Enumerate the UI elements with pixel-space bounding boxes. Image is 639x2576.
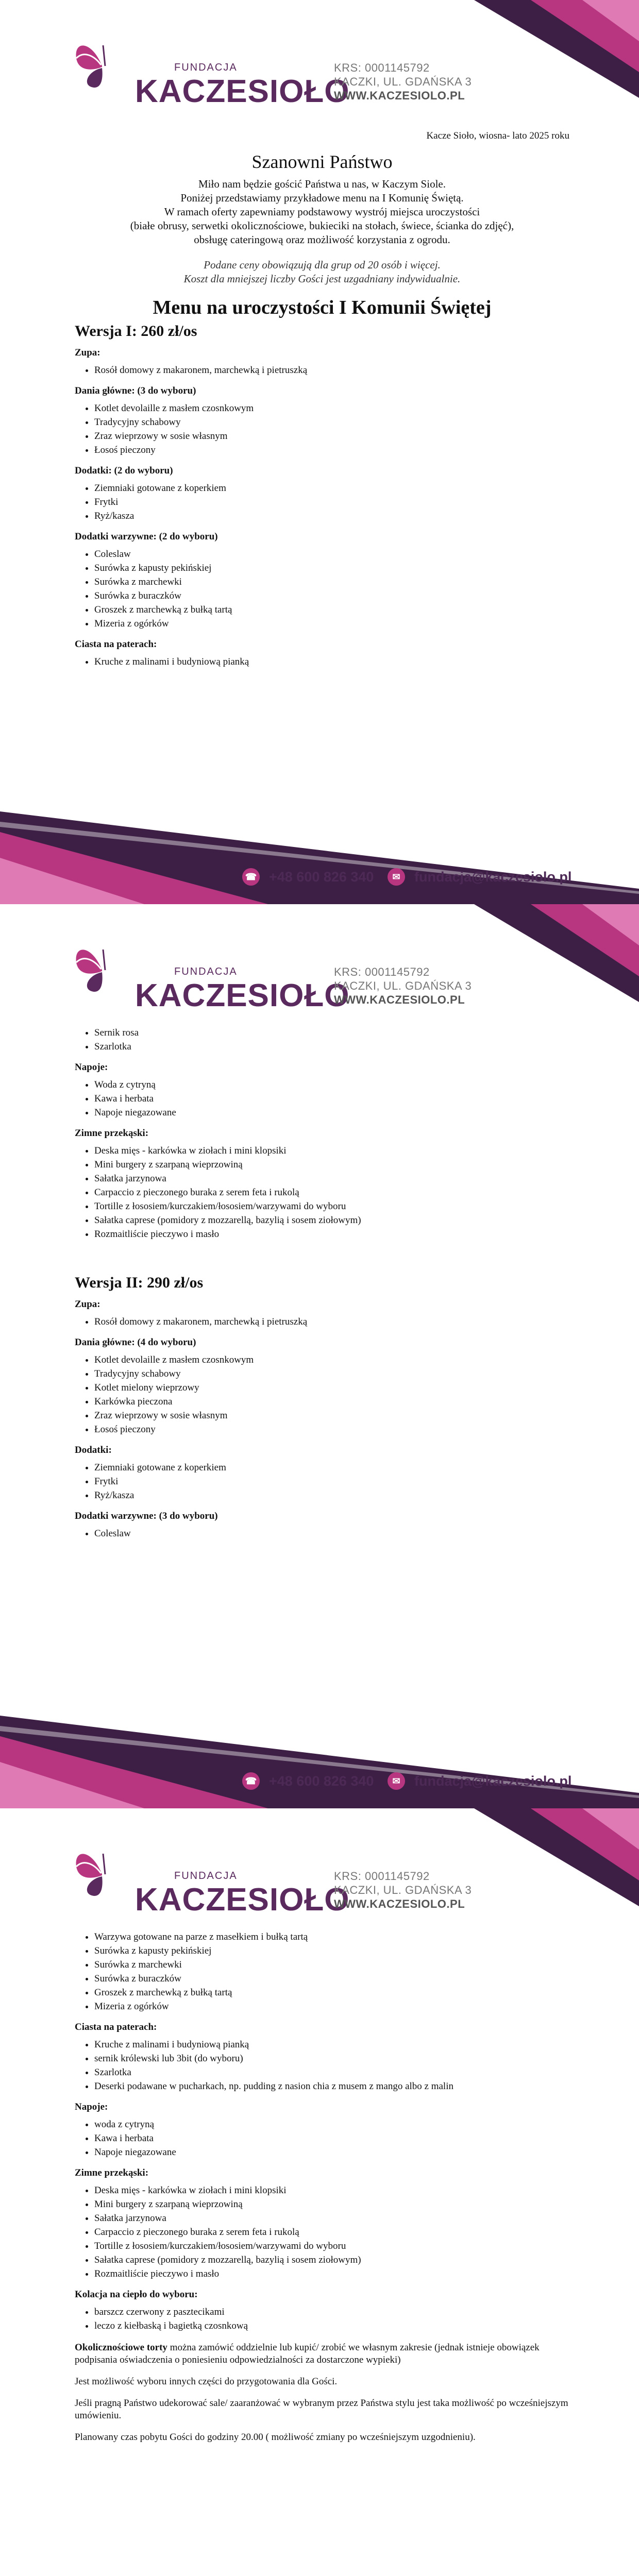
list-item: • Surówka z marchewki [94,576,569,588]
logo-small-text: FUNDACJA [174,62,238,73]
list-item: • Ziemniaki gotowane z koperkiem [94,1462,569,1474]
section-title: Dania główne: (4 do wyboru) [75,1337,196,1348]
text-line: Koszt dla mniejszej liczby Gości jest uzgadniany indywidualnie. [183,273,461,285]
list-item: • Rozmaitliście pieczywo i masło [94,2268,569,2280]
list-item: • Sernik rosa [94,1027,569,1039]
version-2-title: Wersja II: 290 zł/os [75,1274,204,1291]
section-list [94,1462,569,1502]
list-item: • Surówka z marchewki [94,1959,569,1971]
list-item: • Sałatka caprese (pomidory z mozzarellą, bazylią i sosem ziołowym) [94,1214,569,1227]
logo-big-text: KACZESIOŁO [135,74,350,109]
version-1-title: Wersja I: 260 zł/os [75,323,197,340]
list-item: • barszcz czerwony z pasztecikami [94,2306,569,2318]
section-title: Zupa: [75,347,100,358]
section-list [94,548,569,630]
list-item: • Sałatka jarzynowa [94,1173,569,1185]
list-item: • Łosoś pieczony [94,1423,569,1436]
greeting-heading: Szanowni Państwo [251,151,393,172]
list-item: • Mini burgery z szarpaną wieprzowiną [94,1159,569,1171]
text-line: obsługę cateringową oraz możliwość korzystania z ogrodu. [194,233,450,246]
footer-phone[interactable] [242,1772,374,1790]
logo-big-text: KACZESIOŁO [135,978,350,1013]
foundation-logo [71,1838,350,1918]
list-item: • Kotlet devolaille z masłem czosnkowym [94,402,569,415]
document-page-1 [0,0,639,904]
text-line: Miło nam będzie gościć Państwa u nas, w Kaczym Siole. [198,178,446,190]
list-item: • Ryż/kasza [94,510,569,522]
page-footer [0,791,639,904]
organization-info [334,61,472,103]
section-list [94,402,569,456]
footer-email[interactable] [388,868,571,886]
email-address: fundacja@kaczesiolo.pl [414,869,572,885]
list-item: • Surówka z buraczków [94,590,569,602]
text-line: Poniżej przedstawiamy przykładowe menu na I Komunię Świętą. [180,192,464,204]
krs-number: KRS: 0001145792 [334,965,430,978]
phone-number: +48 600 826 340 [269,869,374,885]
page-header [0,0,639,113]
section-list [94,2119,569,2159]
list-item: • Kawa i herbata [94,2132,569,2145]
list-item: • Coleslaw [94,548,569,561]
cakes-info-bold: Okolicznościowe torty [75,2342,167,2353]
organization-info [334,965,472,1007]
logo-small-text: FUNDACJA [174,1870,238,1882]
section-title: Dodatki: [75,1445,112,1455]
header-corner-decoration [453,0,639,113]
header-corner-decoration [453,1808,639,1922]
section-list [94,482,569,522]
krs-number: KRS: 0001145792 [334,61,430,74]
list-item: • Sałatka caprese (pomidory z mozzarellą, bazylią i sosem ziołowym) [94,2254,569,2266]
section-list [94,656,569,668]
butterfly-icon [71,934,138,1001]
section-list [94,364,569,377]
version-1-sections-continued [75,1061,569,1241]
list-item: • Łosoś pieczony [94,444,569,456]
list-item: • Tortille z łososiem/kurczakiem/łososiem/warzywami do wyboru [94,2240,569,2252]
list-item: • Kruche z malinami i budyniową pianką [94,656,569,668]
list-item: • Tortille z łososiem/kurczakiem/łososiem/warzywami do wyboru [94,1200,569,1213]
section-title: Napoje: [75,1062,108,1073]
list-item: • Kawa i herbata [94,1093,569,1105]
org-address: KACZKI, UL. GDAŃSKA 3 [334,979,472,992]
section-list [94,1528,569,1540]
list-item: • Surówka z buraczków [94,1973,569,1985]
logo-big-text: KACZESIOŁO [135,1882,350,1918]
footer-phone[interactable] [242,868,374,886]
intro-paragraph [75,177,569,247]
document-page-2 [0,904,639,1808]
organization-info [334,1869,472,1911]
page-header [0,904,639,1018]
cakes-info-paragraph [75,2342,569,2366]
phone-number: +48 600 826 340 [269,1773,374,1789]
list-item: • Rosół domowy z makaronem, marchewką i pietruszką [94,364,569,377]
list-item: • Carpaccio z pieczonego buraka z serem feta i rukolą [94,2226,569,2239]
list-item: • Deska mięs - karkówka w ziołach i mini klopsiki [94,1145,569,1157]
list-item: • woda z cytryną [94,2119,569,2131]
list-item: • Sałatka jarzynowa [94,2212,569,2225]
other-options-paragraph: Jest możliwość wyboru innych części do przygotowania dla Gości. [75,2376,338,2387]
list-item: • Zraz wieprzowy w sosie własnym [94,1410,569,1422]
list-item: • Rozmaitliście pieczywo i masło [94,1228,569,1241]
list-item: • Mizeria z ogórków [94,618,569,630]
text-line: W ramach oferty zapewniamy podstawowy wystrój miejsca uroczystości [164,206,480,218]
list-item: • Szarlotka [94,1041,569,1053]
section-title: Zimne przekąski: [75,2167,149,2178]
section-title: Kolacja na ciepło do wyboru: [75,2289,198,2300]
list-item: • Surówka z kapusty pekińskiej [94,1945,569,1957]
list-item: • Napoje niegazowane [94,2146,569,2159]
page-footer [0,1695,639,1808]
foundation-logo [71,934,350,1013]
footer-email[interactable] [388,1772,571,1790]
list-item: • Zraz wieprzowy w sosie własnym [94,430,569,443]
list-item: • Deska mięs - karkówka w ziołach i mini klopsiki [94,2184,569,2197]
section-title: Napoje: [75,2102,108,2112]
list-item: • Tradycyjny schabowy [94,1368,569,1380]
cakes-continued-list [94,1027,569,1053]
vegetables-continued-list [94,1931,569,2013]
version-2-sections-continued [75,2021,569,2332]
section-title: Dodatki warzywne: (3 do wyboru) [75,1511,218,1521]
phone-icon: ☎ [242,1772,260,1790]
date-line: Kacze Sioło, wiosna- lato 2025 roku [426,130,569,141]
list-item: • Karkówka pieczona [94,1396,569,1408]
section-list [94,1079,569,1119]
footer-wave-decoration [0,1695,639,1808]
list-item: • Mizeria z ogórków [94,2001,569,2013]
website-link[interactable]: WWW.KACZESIOLO.PL [334,993,465,1006]
section-title: Dodatki: (2 do wyboru) [75,465,173,476]
list-item: • Frytki [94,496,569,509]
list-item: • Woda z cytryną [94,1079,569,1091]
website-link[interactable]: WWW.KACZESIOLO.PL [334,89,465,102]
section-title: Zimne przekąski: [75,1128,149,1139]
envelope-icon: ✉ [388,868,405,886]
org-address: KACZKI, UL. GDAŃSKA 3 [334,75,472,88]
section-list [94,1316,569,1328]
list-item: • Surówka z kapusty pekińskiej [94,562,569,574]
org-address: KACZKI, UL. GDAŃSKA 3 [334,1884,472,1896]
list-item: • Frytki [94,1476,569,1488]
section-title: Dodatki warzywne: (2 do wyboru) [75,531,218,542]
version-2-sections [75,1298,569,1540]
butterfly-icon [71,30,138,97]
section-list [94,2184,569,2280]
text-line: Podane ceny obowiązują dla grup od 20 osób i więcej. [204,259,441,271]
krs-number: KRS: 0001145792 [334,1870,430,1883]
document-page-3 [0,1808,639,2576]
list-item: • Szarlotka [94,2066,569,2079]
phone-icon: ☎ [242,868,260,886]
section-title: Ciasta na paterach: [75,639,157,650]
header-corner-decoration [453,904,639,1018]
price-note [75,258,569,286]
section-title: Zupa: [75,1299,100,1310]
section-title: Dania główne: (3 do wyboru) [75,385,196,396]
logo-small-text: FUNDACJA [174,966,238,977]
list-item: • Kotlet mielony wieprzowy [94,1382,569,1394]
list-item: • Carpaccio z pieczonego buraka z serem feta i rukolą [94,1187,569,1199]
list-item: • Rosół domowy z makaronem, marchewką i pietruszką [94,1316,569,1328]
list-item: • sernik królewski lub 3bit (do wyboru) [94,2053,569,2065]
list-item: • Kruche z malinami i budyniową pianką [94,2039,569,2051]
list-item: • Warzywa gotowane na parze z masełkiem i bułką tartą [94,1931,569,1943]
list-item: • Groszek z marchewką z bułką tartą [94,1987,569,1999]
list-item: • Kotlet devolaille z masłem czosnkowym [94,1354,569,1366]
section-list [94,1145,569,1241]
email-address: fundacja@kaczesiolo.pl [414,1773,572,1789]
menu-title: Menu na uroczystości I Komunii Świętej [153,297,492,318]
version-1-sections [75,347,569,668]
list-item: • Deserki podawane w pucharkach, np. pudding z nasion chia z musem z mango albo z malin [94,2080,569,2093]
page-header [0,1808,639,1922]
decoration-paragraph: Jeśli pragną Państwo udekorować sale/ zaaranżować w wybranym przez Państwa stylu jest taka możliwość po wcześniejszym umówieniu. [75,2398,568,2421]
foundation-logo [71,30,350,109]
list-item: • Tradycyjny schabowy [94,416,569,429]
envelope-icon: ✉ [388,1772,405,1790]
list-item: • Groszek z marchewką z bułką tartą [94,604,569,616]
list-item: • Napoje niegazowane [94,1107,569,1119]
page-1-content [75,130,569,671]
butterfly-icon [71,1838,138,1905]
list-item: • Coleslaw [94,1528,569,1540]
text-line: (białe obrusy, serwetki okolicznościowe, bukieciki na stołach, świece, ścianka do zdjęć), [130,219,514,232]
section-title: Ciasta na paterach: [75,2022,157,2032]
footer-wave-decoration [0,791,639,904]
page-2-content [75,1025,569,1543]
section-list [94,1354,569,1436]
cakes-info-text: można zamówić oddzielnie lub kupić/ zrobić we własnym zakresie (jednak istnieje obowiązek podpisania oświadczenia o poniesieniu odpowiedzialności za dostarczone wypieki) [75,2342,540,2365]
list-item: • Mini burgery z szarpaną wieprzowiną [94,2198,569,2211]
page-3-content [75,1929,569,2453]
website-link[interactable]: WWW.KACZESIOLO.PL [334,1897,465,1910]
list-item: • Ryż/kasza [94,1489,569,1502]
list-item: • leczo z kiełbaską i bagietką czosnkową [94,2320,569,2332]
stay-time-paragraph: Planowany czas pobytu Gości do godziny 20.00 ( możliwość zmiany po wcześniejszym uzgodnieniu). [75,2432,476,2443]
section-list [94,2039,569,2093]
section-list [94,2306,569,2332]
list-item: • Ziemniaki gotowane z koperkiem [94,482,569,495]
